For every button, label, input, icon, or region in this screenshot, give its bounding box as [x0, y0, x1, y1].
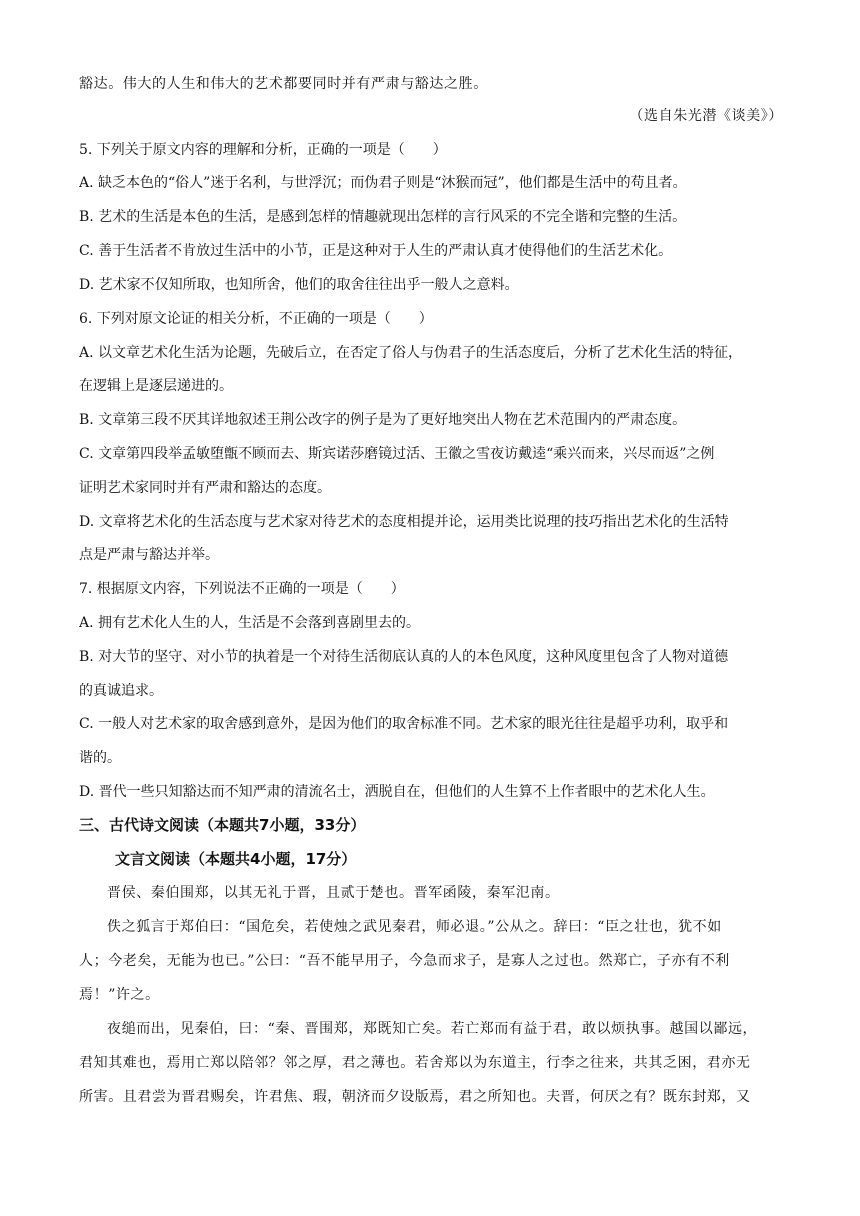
- question-7-stem: 7. 根据原文内容，下列说法不正确的一项是（ ）: [79, 581, 405, 597]
- classical-para-3-line-3: 所害。且君尝为晋君赐矣，许君焦、瑕，朝济而夕设版焉，君之所知也。夫晋，何厌之有？既东封郑，又: [79, 1089, 751, 1105]
- classical-para-2-line-3: 焉！”许之。: [79, 987, 160, 1003]
- classical-para-2-line-2: 人；今老矣，无能为也已。”公曰：“吾不能早用子，今急而求子，是寡人之过也。然郑亡，子亦有不利: [79, 953, 730, 969]
- question-7-option-d: D. 晋代一些只知豁达而不知严肃的清流名士，洒脱自在，但他们的人生算不上作者眼中的艺术化人生。: [79, 784, 715, 800]
- section-3-subtitle: 文言文阅读（本题共4小题，17分）: [115, 850, 357, 868]
- question-6-option-b: B. 文章第三段不厌其详地叙述王荆公改字的例子是为了更好地突出人物在艺术范围内的严肃态度。: [79, 412, 687, 428]
- question-7-option-b: B. 对大节的坚守、对小节的执着是一个对待生活彻底认真的人的本色风度，这种风度里包含了人物对道德: [79, 649, 729, 665]
- question-5-stem: 5. 下列关于原文内容的理解和分析，正确的一项是（ ）: [79, 142, 447, 158]
- question-5-option-d: D. 艺术家不仅知所取，也知所舍，他们的取舍往往出乎一般人之意料。: [79, 277, 519, 293]
- passage-source: （选自朱光潜《谈美》）: [629, 108, 783, 124]
- question-6-option-d-cont: 点是严肃与豁达并举。: [79, 547, 219, 563]
- classical-para-3-line-2: 君知其难也，焉用亡郑以陪邻？邻之厚，君之薄也。若舍郑以为东道主，行李之往来，共其乏困，君亦无: [79, 1055, 751, 1071]
- question-6-stem: 6. 下列对原文论证的相关分析，不正确的一项是（ ）: [79, 311, 433, 327]
- question-7-option-c: C. 一般人对艺术家的取舍感到意外，是因为他们的取舍标准不同。艺术家的眼光往往是超乎功利，取乎和: [79, 716, 729, 732]
- question-5-option-c: C. 善于生活者不肯放过生活中的小节，正是这种对于人生的严肃认真才使得他们的生活艺术化。: [79, 243, 673, 259]
- question-5-option-a: A. 缺乏本色的“俗人”迷于名利，与世浮沉；而伪君子则是“沐猴而冠”，他们都是生活中的苟且者。: [79, 175, 687, 191]
- question-7-option-a: A. 拥有艺术化人生的人，生活是不会落到喜剧里去的。: [79, 615, 421, 631]
- question-6-option-c-cont: 证明艺术家同时并有严肃和豁达的态度。: [79, 480, 331, 496]
- classical-para-3: 夜缒而出，见秦伯，曰：“秦、晋围郑，郑既知亡矣。若亡郑而有益于君，敢以烦执事。越国以鄙远，: [107, 1021, 758, 1037]
- classical-para-1: 晋侯、秦伯围郑，以其无礼于晋，且贰于楚也。晋军函陵，秦军氾南。: [107, 885, 560, 901]
- question-7-option-b-cont: 的真诚追求。: [79, 683, 163, 699]
- question-6-option-c: C. 文章第四段举孟敏堕甑不顾而去、斯宾诺莎磨镜过活、王徽之雪夜访戴逵“乘兴而来，兴尽而返”之例: [79, 446, 715, 462]
- classical-para-2: 佚之狐言于郑伯曰：“国危矣，若使烛之武见秦君，师必退。”公从之。辞曰：“臣之壮也，犹不如: [107, 919, 722, 935]
- passage-last-line: 豁达。伟大的人生和伟大的艺术都要同时并有严肃与豁达之胜。: [79, 76, 488, 92]
- question-6-option-a: A. 以文章艺术化生活为论题，先破后立，在否定了俗人与伪君子的生活态度后，分析了艺术化生活的特征，: [79, 345, 743, 361]
- question-5-option-b: B. 艺术的生活是本色的生活，是感到怎样的情趣就现出怎样的言行风采的不完全谐和完整的生活。: [79, 209, 687, 225]
- section-3-title: 三、古代诗文阅读（本题共7小题，33分）: [79, 816, 366, 834]
- question-7-option-c-cont: 谐的。: [79, 750, 121, 766]
- question-6-option-d: D. 文章将艺术化的生活态度与艺术家对待艺术的态度相提并论，运用类比说理的技巧指出艺术化的生活特: [79, 514, 729, 530]
- question-6-option-a-cont: 在逻辑上是逐层递进的。: [79, 378, 233, 394]
